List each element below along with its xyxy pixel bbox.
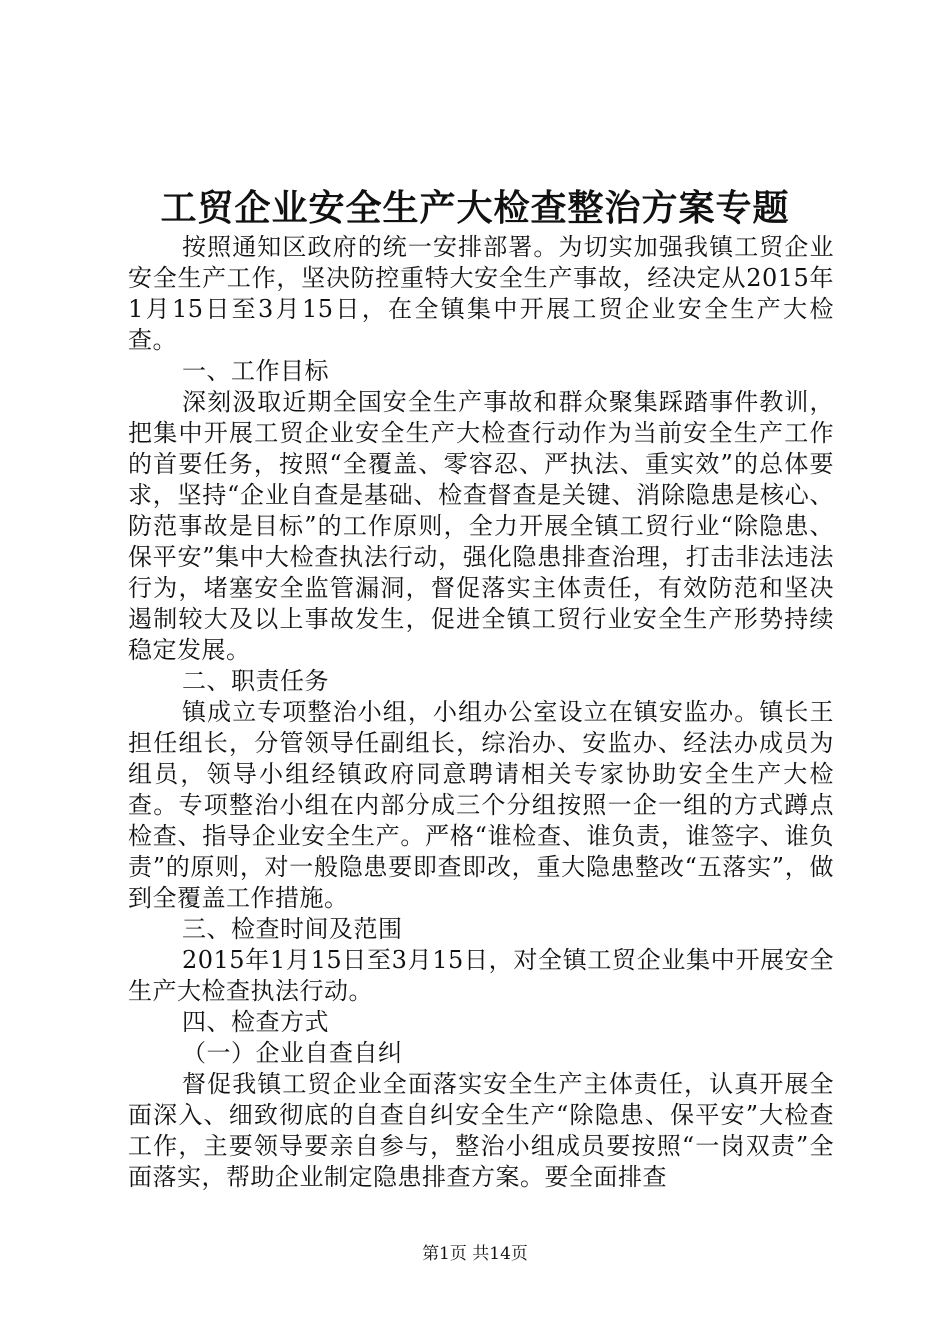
section-heading-time-scope: 三、检查时间及范围 [182,915,403,943]
paragraph-self-check: 督促我镇工贸企业全面落实安全生产主体责任，认真开展全面深入、细致彻底的自查自纠安全生产“除隐患、保平安”大检查工作，主要领导要亲自参与，整治小组成员要按照“一岗双责”全面落实，帮助企业制定隐患排查方案。要全面排查 [128,1070,834,1191]
paragraph-goals: 深刻汲取近期全国安全生产事故和群众聚集踩踏事件教训，把集中开展工贸企业安全生产大检查行动作为当前安全生产工作的首要任务，按照“全覆盖、零容忍、严执法、重实效”的总体要求，坚持“企业自查是基础、检查督查是关键、消除隐患是核心、防范事故是目标”的工作原则，全力开展全镇工贸行业“除隐患、保平安”集中大检查执法行动，强化隐患排查治理，打击非法违法行为，堵塞安全监管漏洞，督促落实主体责任，有效防范和坚决遏制较大及以上事故发生，促进全镇工贸行业安全生产形势持续稳定发展。 [128,388,834,664]
paragraph-duties: 镇成立专项整治小组，小组办公室设立在镇安监办。镇长王担任组长，分管领导任副组长，综治办、安监办、经法办成员为组员，领导小组经镇政府同意聘请相关专家协助安全生产大检查。专项整治小组在内部分成三个分组按照一企一组的方式蹲点检查、指导企业安全生产。严格“谁检查、谁负责，谁签字、谁负责”的原则，对一般隐患要即查即改，重大隐患整改“五落实”，做到全覆盖工作措施。 [128,698,834,912]
document-body [128,232,834,1193]
subsection-heading-self-check: （一）企业自查自纠 [182,1039,403,1067]
paragraph-intro: 按照通知区政府的统一安排部署。为切实加强我镇工贸企业安全生产工作，坚决防控重特大安全生产事故，经决定从2015年1月15日至3月15日，在全镇集中开展工贸企业安全生产大检查。 [128,233,834,354]
page-footer: 第1页 共14页 [422,1244,528,1264]
section-heading-methods: 四、检查方式 [182,1008,329,1036]
document-title: 工贸企业安全生产大检查整治方案专题 [160,187,790,229]
section-heading-goals: 一、工作目标 [182,357,329,385]
paragraph-time-scope: 2015年1月15日至3月15日，对全镇工贸企业集中开展安全生产大检查执法行动。 [128,946,834,1005]
section-heading-duties: 二、职责任务 [182,667,329,695]
